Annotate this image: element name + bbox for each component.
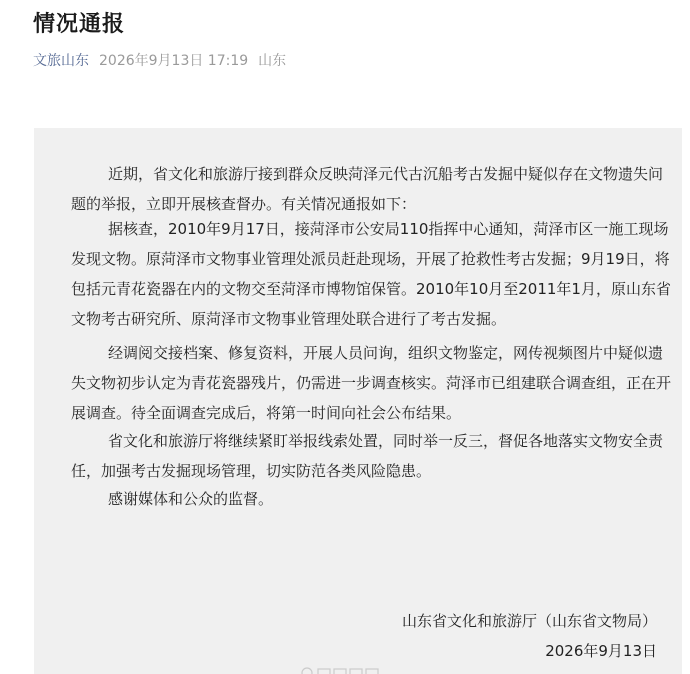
notice-paragraph: 经调阅交接档案、修复资料，开展人员问询，组织文物鉴定，网传视频图片中疑似遗失文物初步认定为青花瓷器残片，仍需进一步调查核实。菏泽市已组建联合调查组，正在开展调查。待全面调查完成后，将第一时间向社会公布结果。	[71, 344, 672, 422]
notice-paragraph: 省文化和旅游厅将继续紧盯举报线索处置，同时举一反三，督促各地落实文物安全责任，加强考古发掘现场管理，切实防范各类风险隐患。	[71, 432, 664, 480]
notice-paragraph: 感谢媒体和公众的监督。	[108, 490, 274, 508]
notice-paragraph: 近期，省文化和旅游厅接到群众反映菏泽元代古沉船考古发掘中疑似存在文物遗失问题的举报，立即开展核查督办。有关情况通报如下：	[71, 165, 664, 213]
publish-location: 山东	[258, 53, 287, 69]
account-name-link[interactable]: 文旅山东	[33, 53, 89, 69]
notice-paragraph: 据核查，2010年9月17日，接菏泽市公安局110指挥中心通知，菏泽市区一施工现场发现文物。原菏泽市文物事业管理处派员赶赴现场，开展了抢救性考古发掘；9月19日，将包括元青花瓷器在内的文物交至菏泽市博物馆保管。2010年10月至2011年1月，原山东省文物考古研究所、原菏泽市文物事业管理处联合进行了考古发掘。	[71, 220, 671, 328]
notice-image	[34, 128, 682, 674]
signature-organization: 山东省文化和旅游厅（山东省文物局）	[401, 612, 657, 630]
signature-date: 2026年9月13日	[545, 642, 657, 660]
publish-time: 2026年9月13日 17:19	[99, 53, 249, 69]
article-title: 情况通报	[33, 12, 126, 37]
watermark-logo	[300, 662, 392, 674]
article-meta	[33, 50, 286, 72]
